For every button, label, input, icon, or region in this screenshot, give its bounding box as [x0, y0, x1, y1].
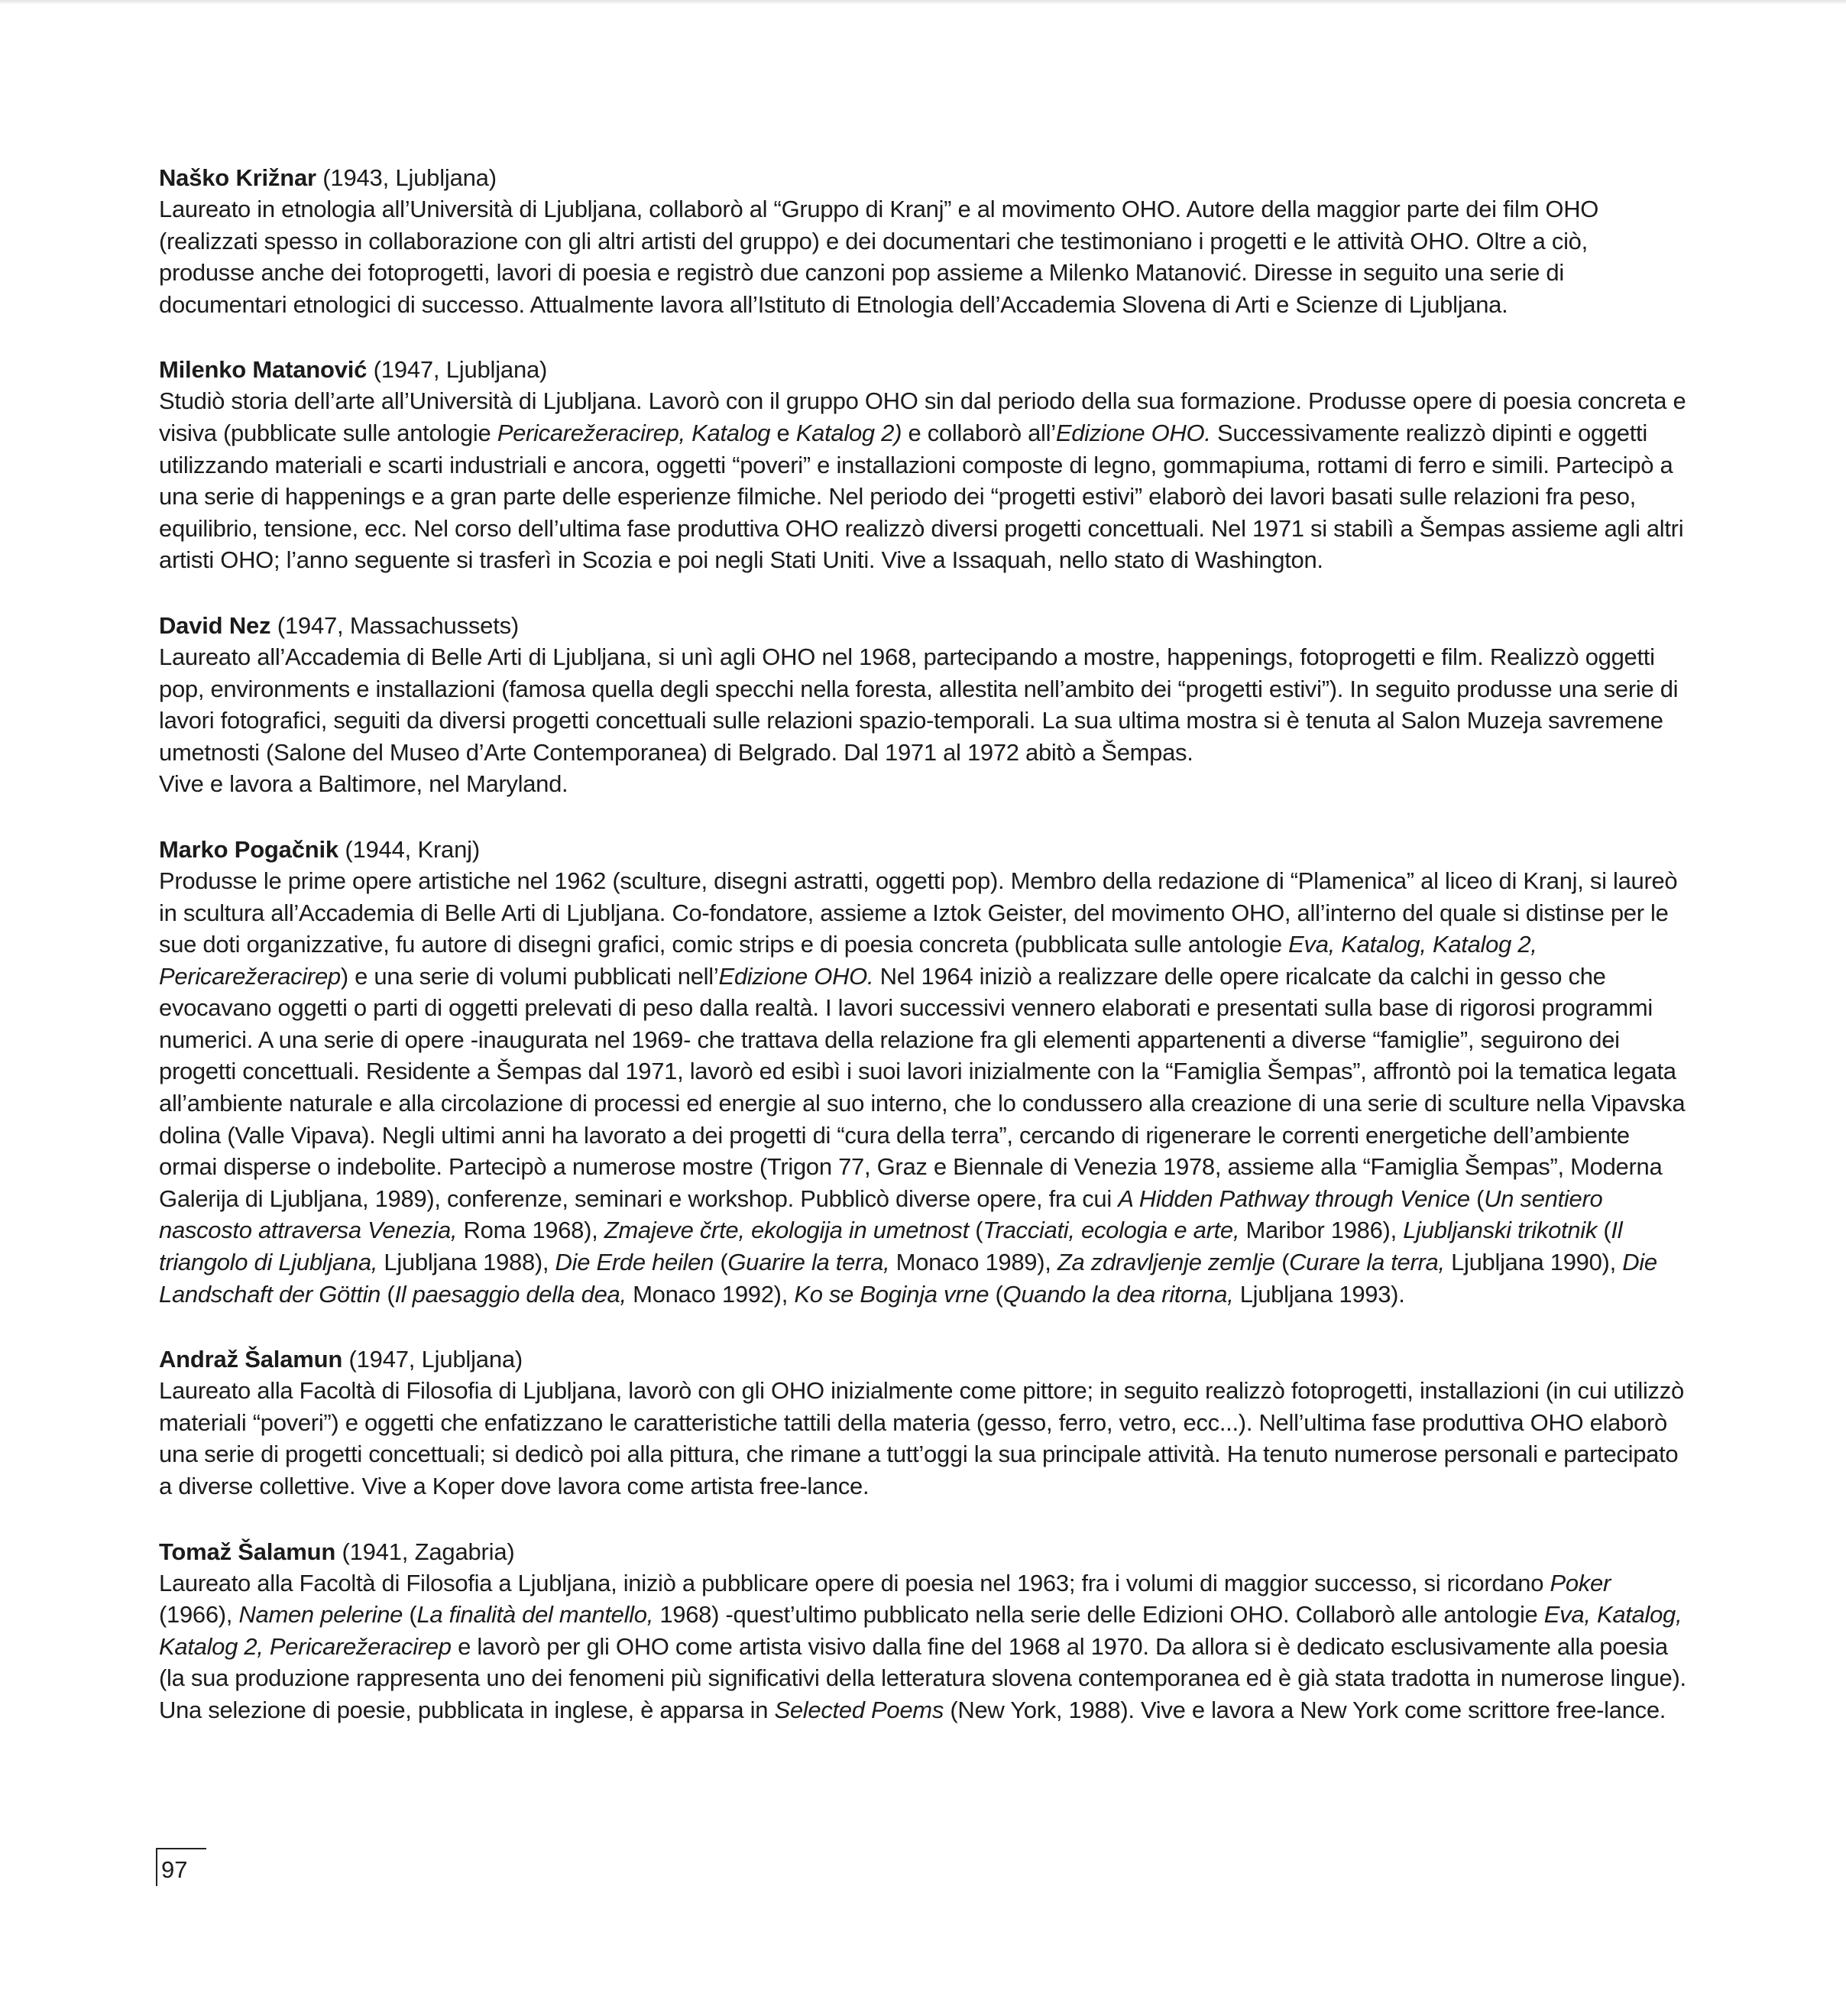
- text-run: e lavorò per gli OHO come artista visivo dalla fine del 1968 al 1970. Da allora si è dedicato esclusivamente alla poesia (la sua produzione rappresenta uno dei fenomeni più significativi della letteratura slovena contemporanea ed è già stata tradotta in numerose lingue). Una selezione di poesie, pubblicata in inglese, è apparsa in: [159, 1632, 1686, 1723]
- italic-title: Tracciati, ecologia e arte,: [983, 1217, 1240, 1244]
- text-run: Nel 1964 iniziò a realizzare delle opere ricalcate da calchi in gesso che evocavano oggetti o parti di oggetti prelevati di peso dalla realtà. I lavori successivi vennero elaborati e presentati sulla base di rigorosi programmi numerici. A una serie di opere -inaugurata nel 1969- che trattava della relazione fra gli elementi appartenenti a diverse “famiglie”, seguirono dei progetti concettuali. Residente a Šempas dal 1971, lavorò ed esibì i suoi lavori inizialmente con la “Famiglia Šempas”, affrontò poi la tematica legata all’ambiente naturale e alla circolazione di processi ed energie al suo interno, che lo condussero alla creazione di una serie di sculture nella Vipavska dolina (Valle Vipava). Negli ultimi anni ha lavorato a dei progetti di “cura della terra”, cercando di rigenerare le correnti energetiche dell’ambiente ormai disperse o indebolite. Partecipò a numerose mostre (Trigon 77, Graz e Biennale di Venezia 1978, assieme alla “Famiglia Šempas”, Moderna Galerija di Ljubljana, 1989), conferenze, seminari e workshop. Pubblicò diverse opere, fra cui: [159, 962, 1686, 1212]
- artist-name: Marko Pogačnik: [159, 835, 338, 863]
- bio-text: [159, 865, 1687, 1310]
- bio-entry: [159, 162, 1687, 320]
- text-run: Laureato all’Accademia di Belle Arti di Ljubljana, si unì agli OHO nel 1968, partecipando a mostre, happenings, fotoprogetti e film. Realizzò oggetti pop, environments e installazioni (famosa quella degli specchi nella foresta, allestita nell’ambito dei “progetti estivi”). In seguito produsse una serie di lavori fotografici, seguiti da diversi progetti concettuali sulle relazioni spazio-temporali. La sua ultima mostra si è tenuta al Salon Muzeja savremene umetnosti (Salone del Museo d’Arte Contemporanea) di Belgrado. Dal 1971 al 1972 abitò a Šempas.: [159, 643, 1679, 766]
- artist-birth-info: (1947, Massachussets): [270, 611, 520, 639]
- text-run: Produsse le prime opere artistiche nel 1962 (sculture, disegni astratti, oggetti pop). Membro della redazione di “Plamenica” al liceo di Kranj, si laureò in scultura all’Accademia di Belle Arti di Ljubljana. Co-fondatore, assieme a Iztok Geister, del movimento OHO, all’interno del quale si distinse per le sue doti organizzative, fu autore di disegni grafici, comic strips e di poesia concreta (pubblicata sulle antologie: [159, 867, 1678, 958]
- text-run: Ljubljana 1988),: [377, 1249, 555, 1276]
- italic-title: Ko se Boginja vrne: [794, 1280, 989, 1308]
- italic-title: Eva, Katalog, Katalog 2, Pericarežeracirep: [159, 1601, 1682, 1660]
- italic-title: Un sentiero nascosto attraversa Venezia,: [159, 1185, 1603, 1244]
- text-run: Monaco 1992),: [626, 1280, 795, 1308]
- italic-title: Zmajeve črte, ekologija in umetnost: [604, 1217, 969, 1244]
- text-run: (New York, 1988). Vive e lavora a New York come scrittore free-lance.: [944, 1696, 1666, 1723]
- text-run: Laureato alla Facoltà di Filosofia di Ljubljana, lavorò con gli OHO inizialmente come pittore; in seguito realizzò fotoprogetti, installazioni (in cui utilizzò materiali “poveri”) e oggetti che enfatizzano le caratteristiche tattili della materia (gesso, ferro, vetro, ecc...). Nell’ultima fase produttiva OHO elaborò una serie di progetti concettuali; si dedicò poi alla pittura, che rimane a tutt’oggi la sua principale attività. Ha tenuto numerose personali e partecipato a diverse collettive. Vive a Koper dove lavora come artista free-lance.: [159, 1377, 1684, 1499]
- bio-heading: [159, 610, 1687, 641]
- text-run: (: [989, 1280, 1003, 1308]
- bio-entry: [159, 1536, 1687, 1726]
- italic-title: La finalità del mantello,: [416, 1601, 654, 1629]
- italic-title: Namen pelerine: [238, 1601, 403, 1629]
- text-run: Successivamente realizzò dipinti e oggetti utilizzando materiali e scarti industriali e ancora, oggetti “poveri” e installazioni composte di legno, gommapiuma, rottami di ferro e simili. Partecipò a una serie di happenings e a gran parte delle esperienze filmiche. Nel periodo dei “progetti estivi” elaborò dei lavori basati sulle relazioni fra peso, equilibrio, tensione, ecc. Nel corso dell’ultima fase produttiva OHO realizzò diversi progetti concettuali. Nel 1971 si stabilì a Šempas assieme agli altri artisti OHO; l’anno seguente si trasferì in Scozia e poi negli Stati Uniti. Vive a Issaquah, nello stato di Washington.: [159, 419, 1684, 574]
- page-number: 97: [156, 1848, 206, 1886]
- text-run: Laureato alla Facoltà di Filosofia a Ljubljana, iniziò a pubblicare opere di poesia nel 1963; fra i volumi di maggior successo, si ricordano: [159, 1569, 1550, 1596]
- italic-title: Die Erde heilen: [555, 1249, 714, 1276]
- bio-heading: [159, 1536, 1687, 1567]
- italic-title: Edizione OHO.: [1055, 419, 1211, 446]
- text-run: Monaco 1989),: [889, 1249, 1057, 1276]
- bio-entry: [159, 610, 1687, 800]
- text-run: ) e una serie di volumi pubblicati nell’: [340, 962, 719, 990]
- bio-text: [159, 641, 1687, 800]
- bio-heading: [159, 162, 1687, 193]
- bio-text: [159, 1375, 1687, 1502]
- artist-birth-info: (1943, Ljubljana): [316, 164, 497, 191]
- bio-heading: [159, 354, 1687, 385]
- artist-name: Naško Križnar: [159, 164, 316, 191]
- artist-birth-info: (1947, Ljubljana): [367, 356, 548, 384]
- italic-title: Quando la dea ritorna,: [1002, 1280, 1234, 1308]
- bio-text: [159, 193, 1687, 320]
- italic-title: Selected Poems: [774, 1696, 944, 1723]
- bio-entry: [159, 1343, 1687, 1502]
- italic-title: Die Landschaft der Göttin: [159, 1249, 1657, 1308]
- italic-title: Katalog 2): [795, 419, 902, 446]
- text-run: Ljubljana 1993).: [1233, 1280, 1405, 1308]
- artist-birth-info: (1941, Zagabria): [335, 1538, 515, 1565]
- artist-name: David Nez: [159, 611, 271, 639]
- italic-title: Poker: [1550, 1569, 1611, 1596]
- text-run: Studiò storia dell’arte all’Università di Ljubljana. Lavorò con il gruppo OHO sin dal periodo della sua formazione. Produsse opere di poesia concreta e visiva (pubblicate sulle antologie: [159, 387, 1686, 446]
- bio-text: [159, 385, 1687, 576]
- bio-entry: [159, 354, 1687, 576]
- artist-name: Andraž Šalamun: [159, 1346, 343, 1373]
- bio-heading: [159, 834, 1687, 865]
- italic-title: Il paesaggio della dea,: [394, 1280, 627, 1308]
- text-run: 1968) -quest’ultimo pubblicato nella serie delle Edizioni OHO. Collaborò alle antologie: [653, 1601, 1544, 1629]
- bio-text: [159, 1567, 1687, 1726]
- text-run: Laureato in etnologia all’Università di Ljubljana, collaborò al “Gruppo di Kranj” e al movimento OHO. Autore della maggior parte dei film OHO (realizzati spesso in collaborazione con gli altri artisti del gruppo) e dei documentari che testimoniano i progetti e le attività OHO. Oltre a ciò, produsse anche dei fotoprogetti, lavori di poesia e registrò due canzoni pop assieme a Milenko Matanović. Diresse in seguito una serie di documentari etnologici di successo. Attualmente lavora all’Istituto di Etnologia dell’Accademia Slovena di Arti e Scienze di Ljubljana.: [159, 196, 1599, 318]
- italic-title: Pericarežeracirep, Katalog: [497, 419, 771, 446]
- text-run: Maribor 1986),: [1239, 1217, 1404, 1244]
- text-run: Vive e lavora a Baltimore, nel Maryland.: [159, 770, 568, 798]
- text-run: (1966),: [159, 1601, 239, 1629]
- artist-name: Tomaž Šalamun: [159, 1538, 336, 1565]
- italic-title: Guarire la terra,: [727, 1249, 890, 1276]
- text-run: Roma 1968),: [457, 1217, 604, 1244]
- text-run: e: [770, 419, 796, 446]
- artist-name: Milenko Matanović: [159, 356, 368, 384]
- artist-birth-info: (1947, Ljubljana): [342, 1346, 523, 1373]
- text-run: (: [968, 1217, 983, 1244]
- italic-title: Ljubljanski trikotnik: [1403, 1217, 1598, 1244]
- text-run: (: [1274, 1249, 1290, 1276]
- italic-title: Curare la terra,: [1289, 1249, 1445, 1276]
- artist-birth-info: (1944, Kranj): [338, 835, 480, 863]
- italic-title: Il triangolo di Ljubljana,: [159, 1217, 1623, 1276]
- text-run: (: [381, 1280, 395, 1308]
- italic-title: Za zdravljenje zemlje: [1057, 1249, 1275, 1276]
- text-run: Ljubljana 1990),: [1444, 1249, 1623, 1276]
- text-run: (: [1597, 1217, 1611, 1244]
- text-run: (: [1469, 1185, 1485, 1212]
- text-run: e collaborò all’: [902, 419, 1056, 446]
- italic-title: Edizione OHO.: [718, 962, 874, 990]
- text-run: (: [714, 1249, 728, 1276]
- italic-title: Eva, Katalog, Katalog 2, Pericarežeracirep: [159, 931, 1537, 990]
- bio-heading: [159, 1343, 1687, 1375]
- page-top-edge: [0, 0, 1846, 5]
- bio-entry: [159, 834, 1687, 1310]
- italic-title: A Hidden Pathway through Venice: [1118, 1185, 1470, 1212]
- text-run: (: [403, 1601, 417, 1629]
- biographies-column: [159, 162, 1687, 1760]
